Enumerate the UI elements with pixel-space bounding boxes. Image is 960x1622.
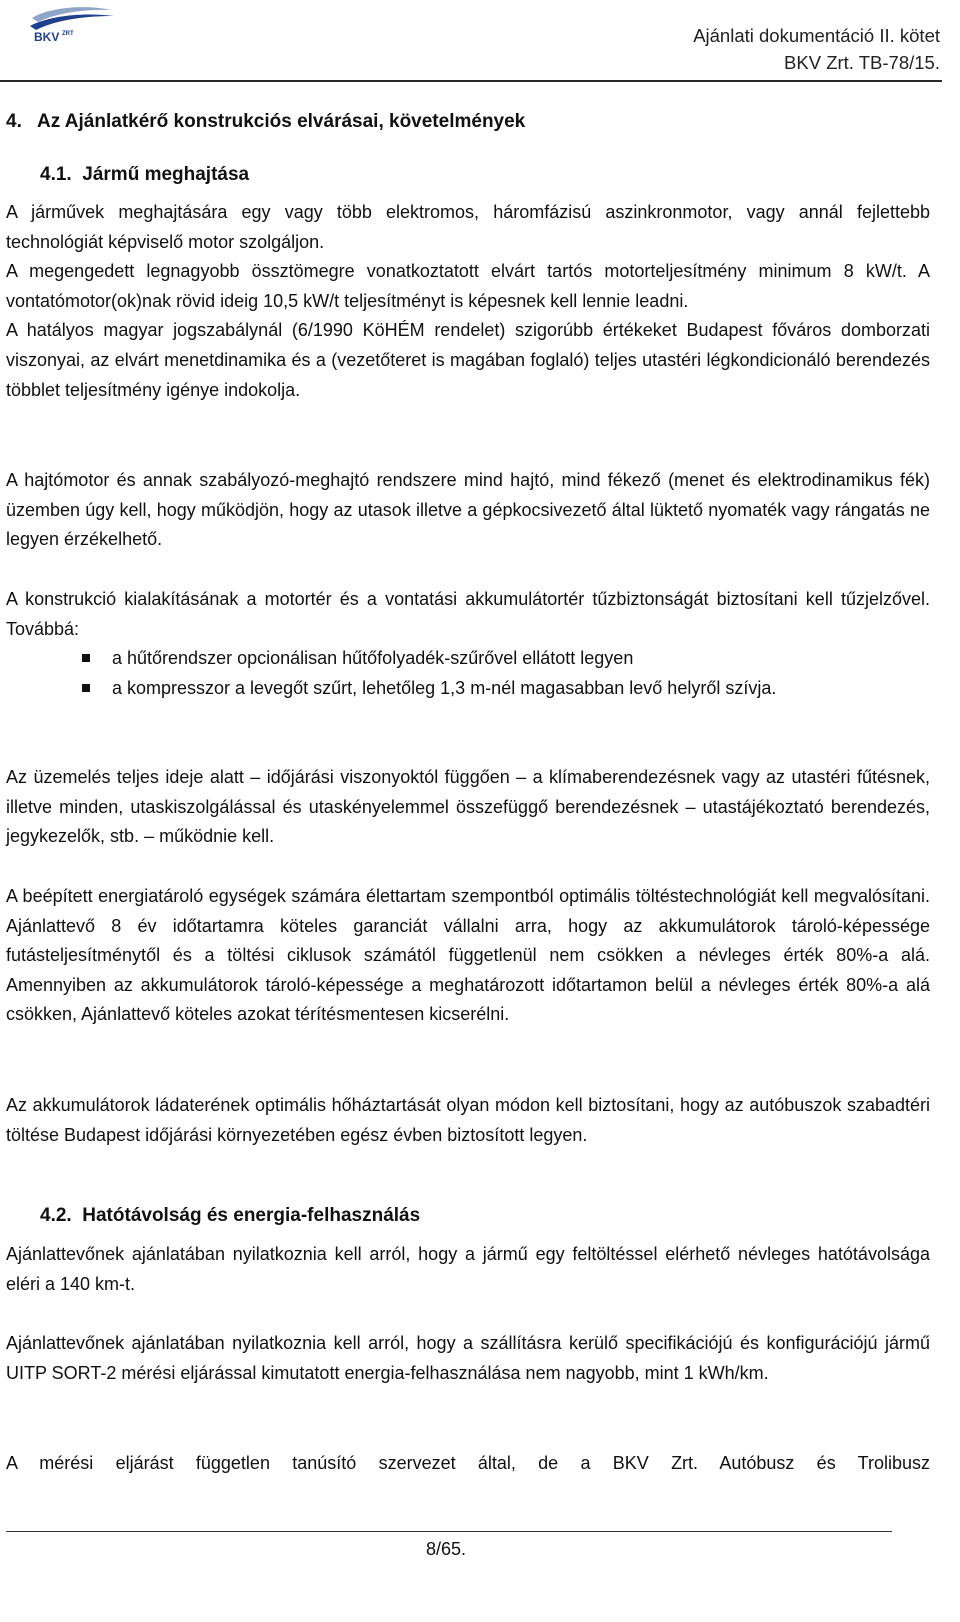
subsection-number: 4.2. <box>40 1205 72 1226</box>
section-4-2-block-c <box>6 1449 930 1479</box>
square-bullet-icon <box>82 654 90 662</box>
list-item-text: a hűtőrendszer opcionálisan hűtőfolyadék-szűrővel ellátott legyen <box>112 648 634 669</box>
paragraph: Ajánlattevőnek ajánlatában nyilatkoznia kell arról, hogy a szállításra kerülő specifikációjú és konfigurációjú jármű UITP SORT-2 mérési eljárással kimutatott energia-felhasználása nem nagyobb, mint 1 kWh/km. <box>6 1333 930 1383</box>
footer-divider <box>6 1531 892 1532</box>
paragraph: A mérési eljárást független tanúsító szervezet által, de a BKV Zrt. Autóbusz és Trolibusz <box>6 1453 930 1473</box>
square-bullet-icon <box>82 684 90 692</box>
subsection-number: 4.1. <box>40 164 72 185</box>
page-number: 8/65. <box>425 1539 467 1559</box>
section-4-heading <box>6 111 525 133</box>
svg-text:ZRT: ZRT <box>62 31 74 37</box>
section-4-2-block-a <box>6 1240 930 1299</box>
requirements-list <box>6 644 930 703</box>
section-4-1-block-a <box>6 198 930 405</box>
paragraph: A járművek meghajtására egy vagy több elektromos, háromfázisú aszinkronmotor, vagy annál fejlettebb technológiát képviselő motor szolgáljon. <box>6 202 930 252</box>
list-item <box>6 674 930 704</box>
list-item-text: a kompresszor a levegőt szűrt, lehetőleg 1,3 m-nél magasabban levő helyről szívja. <box>112 677 777 698</box>
subsection-title: Hatótávolság és energia-felhasználás <box>82 1205 421 1226</box>
subsection-title: Jármű meghajtása <box>82 164 250 185</box>
paragraph: Az akkumulátorok ládaterének optimális hőháztartását olyan módon kell biztosítani, hogy az autóbuszok szabadtéri töltése Budapest időjárási környezetében egész évben biztosított legyen. <box>6 1095 930 1145</box>
section-4-1-heading <box>40 164 249 186</box>
svg-text:BKV: BKV <box>34 30 60 44</box>
doc-reference: BKV Zrt. TB-78/15. <box>784 52 940 73</box>
section-4-1-block-f <box>6 1091 930 1150</box>
paragraph: A hatályos magyar jogszabálynál (6/1990 KöHÉM rendelet) szigorúbb értékeket Budapest főváros domborzati viszonyai, az elvárt menetdinamika és a (vezetőteret is magában foglaló) teljes utastéri légkondicionáló berendezés többlet teljesítmény igénye indokolja. <box>6 320 930 400</box>
doc-title: Ajánlati dokumentáció II. kötet <box>693 25 940 46</box>
paragraph: A konstrukció kialakításának a motortér és a vontatási akkumulátortér tűzbiztonságát biztosítani kell tűzjelzővel. Továbbá: <box>6 589 930 639</box>
paragraph: A beépített energiatároló egységek számára élettartam szempontból optimális töltéstechnológiát kell megvalósítani. Ajánlattevő 8 év időtartamra köteles garanciát vállalni arra, hogy az akkumulátorok tároló-képessége futásteljesítménytől és a töltési ciklusok számától függetlenül nem csökken a névleges érték 80%-a alá. Amennyiben az akkumulátorok tároló-képessége a meghatározott időtartamon belül a névleges érték 80%-a alá csökken, Ajánlattevő köteles azokat térítésmentesen kicserélni. <box>6 886 930 1025</box>
list-item <box>6 644 930 674</box>
paragraph: A megengedett legnagyobb össztömegre vonatkoztatott elvárt tartós motorteljesítmény minimum 8 kW/t. A vontatómotor(ok)nak rövid ideig 10,5 kW/t teljesítményt is képesnek kell lennie leadni. <box>6 261 930 311</box>
paragraph: Ajánlattevőnek ajánlatában nyilatkoznia kell arról, hogy a jármű egy feltöltéssel elérhető névleges hatótávolsága eléri a 140 km-t. <box>6 1244 930 1294</box>
header-divider <box>0 80 942 82</box>
section-4-2-block-b <box>6 1329 930 1388</box>
header-info <box>693 22 940 76</box>
section-4-1-block-b <box>6 466 930 555</box>
section-4-1-block-e <box>6 882 930 1030</box>
bkv-logo <box>28 4 116 44</box>
section-title: Az Ajánlatkérő konstrukciós elvárásai, követelmények <box>37 111 526 132</box>
section-4-1-block-d <box>6 763 930 852</box>
paragraph: A hajtómotor és annak szabályozó-meghajtó rendszere mind hajtó, mind fékező (menet és elektrodinamikus fék) üzemben úgy kell, hogy működjön, hogy az utasok illetve a gépkocsivezető által lüktető nyomaték vagy rángatás ne legyen érzékelhető. <box>6 470 930 550</box>
paragraph: Az üzemelés teljes ideje alatt – időjárási viszonyoktól függően – a klímaberendezésnek vagy az utastéri fűtésnek, illetve minden, utaskiszolgálással és utaskényelemmel összefüggő berendezésnek – utastájékoztató berendezés, jegykezelők, stb. – működnie kell. <box>6 767 930 847</box>
section-number: 4. <box>6 111 22 132</box>
section-4-2-heading <box>40 1205 420 1227</box>
section-4-1-block-c <box>6 585 930 703</box>
